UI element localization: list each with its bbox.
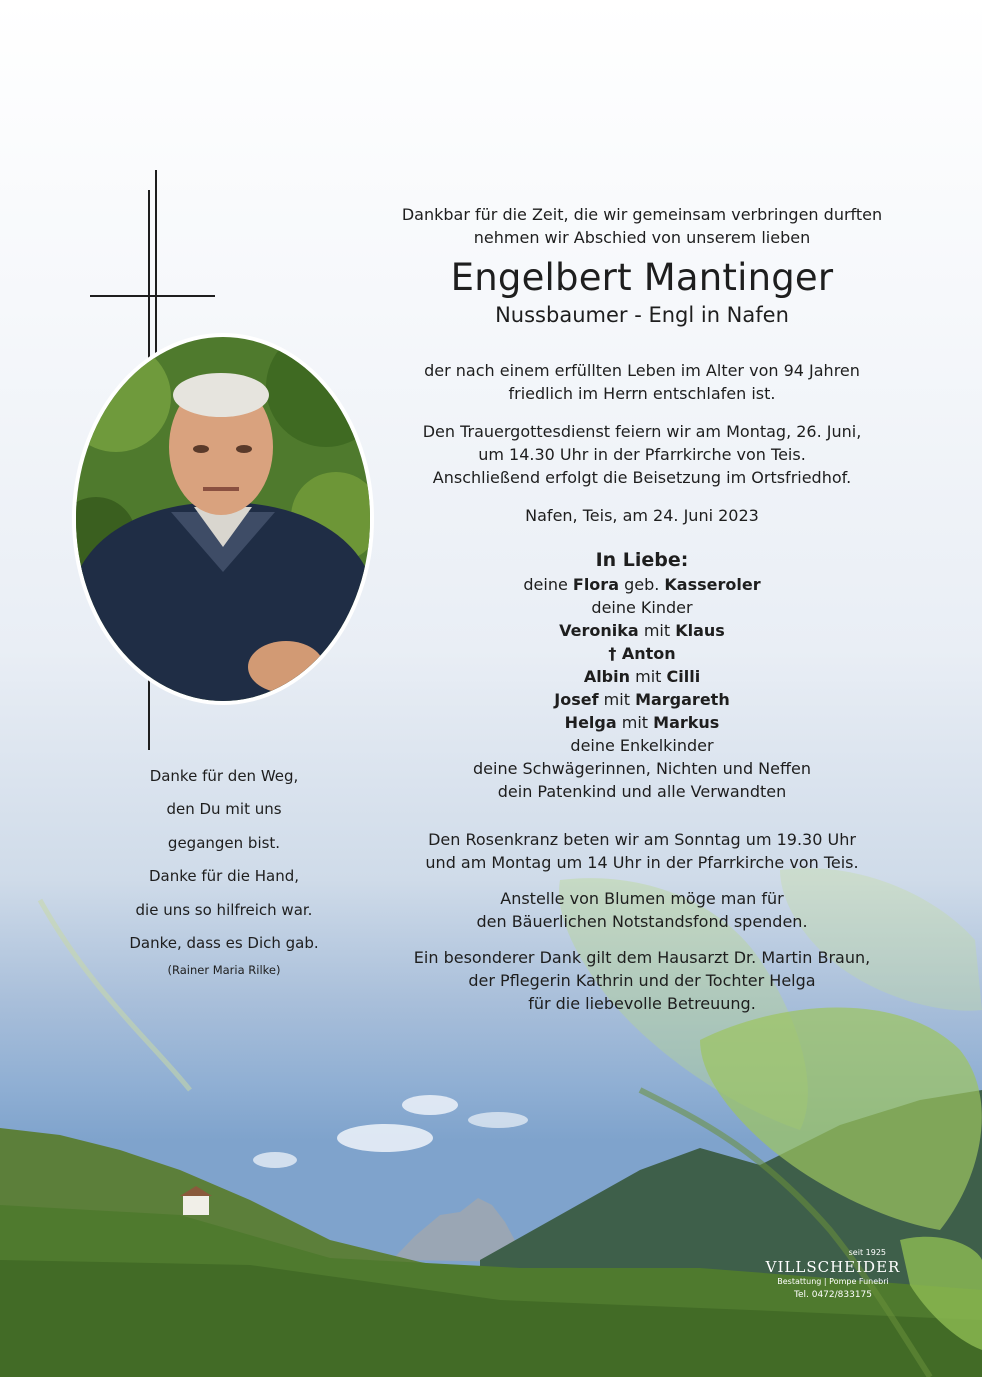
thanks-line: Ein besonderer Dank gilt dem Hausarzt Dr. Martin Braun, <box>413 948 871 967</box>
intro-line: Dankbar für die Zeit, die wir gemeinsam verbringen durften <box>401 205 883 224</box>
child-line <box>392 688 892 711</box>
child-partner: Cilli <box>666 667 701 686</box>
notice-line: der nach einem erfüllten Leben im Alter von 94 Jahren <box>424 361 860 380</box>
spouse-geb: geb. <box>618 575 665 594</box>
child-partner: Markus <box>653 713 720 732</box>
poem-line: gegangen bist. <box>167 833 281 852</box>
spouse-line <box>392 573 892 596</box>
cloud <box>337 1124 433 1152</box>
relatives-line: deine Enkelkinder <box>570 736 714 755</box>
child-partner: Klaus <box>675 621 725 640</box>
spouse-name: Flora <box>572 575 619 594</box>
poem-line: den Du mit uns <box>166 800 282 819</box>
portrait-photo <box>76 337 370 701</box>
logo-subtitle: Bestattung | Pompe Funebri <box>777 1277 889 1286</box>
deceased-name: Engelbert Mantinger <box>450 256 834 299</box>
child-mit: mit <box>638 621 676 640</box>
child-partner: Margareth <box>635 690 730 709</box>
service-line: um 14.30 Uhr in der Pfarrkirche von Teis. <box>478 445 806 464</box>
child-name: † Anton <box>608 644 676 663</box>
child-line <box>392 665 892 688</box>
thanks-line: der Pflegerin Kathrin und der Tochter Helga <box>468 971 816 990</box>
poem-author: (Rainer Maria Rilke) <box>167 963 281 978</box>
child-name: Helga <box>564 713 617 732</box>
thanks-line: für die liebevolle Betreuung. <box>528 994 756 1013</box>
child-name: Albin <box>583 667 631 686</box>
cloud <box>402 1095 458 1115</box>
poem-line: Danke für den Weg, <box>149 767 299 785</box>
service-line: Anschließend erfolgt die Beisetzung im Ortsfriedhof. <box>432 468 852 487</box>
portrait-image <box>76 337 370 701</box>
child-line <box>392 619 892 642</box>
child-mit: mit <box>616 713 654 732</box>
children-label: deine Kinder <box>591 598 693 617</box>
child-name: Josef <box>554 690 599 709</box>
child-line <box>392 711 892 734</box>
deceased-byname: Nussbaumer - Engl in Nafen <box>495 303 789 327</box>
poem-line: Danke für die Hand, <box>148 867 300 886</box>
child-name: Veronika <box>559 621 639 640</box>
spouse-prefix: deine <box>523 575 573 594</box>
notice-line: friedlich im Herrn entschlafen ist. <box>508 384 776 403</box>
service-line: Den Trauergottesdienst feiern wir am Montag, 26. Juni, <box>422 422 862 441</box>
poem-line: die uns so hilfreich war. <box>135 900 313 919</box>
relatives-line: dein Patenkind und alle Verwandten <box>497 782 787 801</box>
rosary-line: Den Rosenkranz beten wir am Sonntag um 19.30 Uhr <box>428 830 856 849</box>
rosary-line: und am Montag um 14 Uhr in der Pfarrkirche von Teis. <box>425 853 859 872</box>
flowers-line: Anstelle von Blumen möge man für <box>500 889 784 908</box>
logo-brand: VILLSCHEIDER <box>765 1258 901 1276</box>
poem <box>98 760 350 980</box>
mourners-heading: In Liebe: <box>595 549 689 571</box>
child-mit: mit <box>630 667 667 686</box>
farmhouse <box>183 1195 209 1215</box>
spouse-maiden-name: Kasseroler <box>664 575 761 594</box>
child-line <box>392 642 892 665</box>
cloud <box>468 1112 528 1128</box>
logo-since: seit 1925 <box>848 1248 886 1257</box>
flowers-line: den Bäuerlichen Notstandsfond spenden. <box>476 912 808 931</box>
child-mit: mit <box>598 690 636 709</box>
poem-line: Danke, dass es Dich gab. <box>129 934 319 953</box>
funeral-home-logo <box>760 1248 906 1302</box>
obituary-text <box>392 203 892 1015</box>
intro-line: nehmen wir Abschied von unserem lieben <box>473 228 811 247</box>
cross-icon <box>90 295 215 297</box>
cloud <box>253 1152 297 1168</box>
logo-phone: Tel. 0472/833175 <box>793 1290 873 1300</box>
relatives-line: deine Schwägerinnen, Nichten und Neffen <box>473 759 811 778</box>
place-date: Nafen, Teis, am 24. Juni 2023 <box>525 506 759 525</box>
